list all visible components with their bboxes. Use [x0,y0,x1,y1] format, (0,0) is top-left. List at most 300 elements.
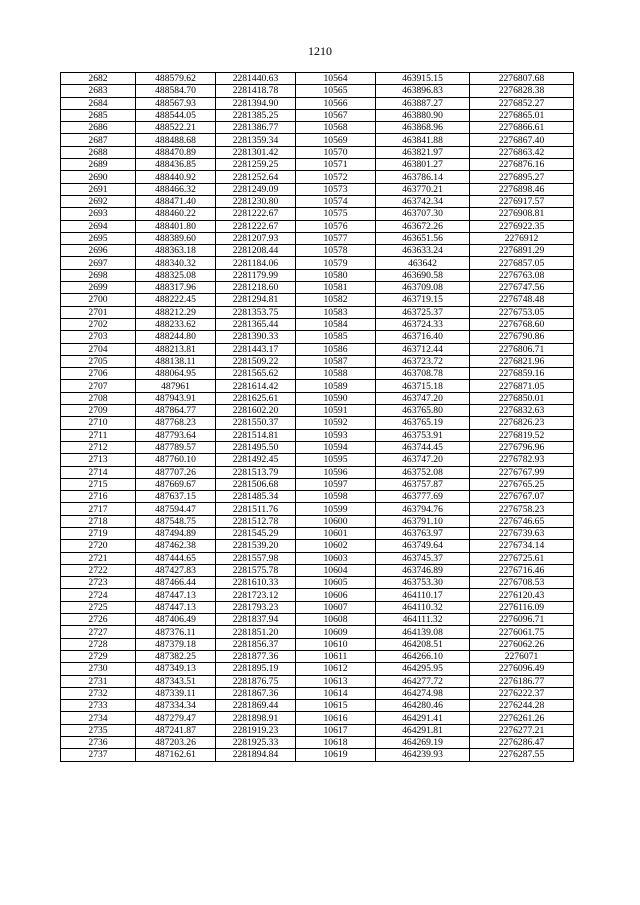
point-number-left-cell: 2713 [61,454,136,466]
y-coordinate-right-cell: 2276747.56 [470,282,574,294]
table-row [61,122,574,134]
y-coordinate-right-cell: 2276865.01 [470,109,574,121]
x-coordinate-right-cell: 463715.18 [376,380,470,392]
x-coordinate-right-cell: 463868.96 [376,122,470,134]
table-row [61,97,574,109]
point-number-left-cell: 2691 [61,183,136,195]
point-number-left-cell: 2730 [61,663,136,675]
point-number-right-cell: 10605 [296,577,376,589]
y-coordinate-right-cell: 2276908.81 [470,208,574,220]
point-number-right-cell: 10581 [296,282,376,294]
y-coordinate-right-cell: 2276917.57 [470,195,574,207]
point-number-left-cell: 2720 [61,540,136,552]
x-coordinate-left-cell: 487793.64 [136,429,216,441]
x-coordinate-left-cell: 488363.18 [136,245,216,257]
y-coordinate-right-cell: 2276765.25 [470,478,574,490]
point-number-right-cell: 10608 [296,614,376,626]
x-coordinate-left-cell: 488233.62 [136,318,216,330]
point-number-right-cell: 10615 [296,700,376,712]
x-coordinate-right-cell: 463753.91 [376,429,470,441]
table-row [61,527,574,539]
x-coordinate-left-cell: 488212.29 [136,306,216,318]
y-coordinate-left-cell: 2281301.42 [216,146,296,158]
x-coordinate-right-cell: 464277.72 [376,675,470,687]
point-number-left-cell: 2686 [61,122,136,134]
point-number-left-cell: 2711 [61,429,136,441]
y-coordinate-right-cell: 2276806.71 [470,343,574,355]
x-coordinate-right-cell: 463765.19 [376,417,470,429]
point-number-left-cell: 2703 [61,331,136,343]
y-coordinate-right-cell: 2276277.21 [470,724,574,736]
x-coordinate-right-cell: 463752.08 [376,466,470,478]
point-number-left-cell: 2699 [61,282,136,294]
point-number-right-cell: 10602 [296,540,376,552]
point-number-right-cell: 10582 [296,294,376,306]
y-coordinate-left-cell: 2281565.62 [216,368,296,380]
y-coordinate-right-cell: 2276186.77 [470,675,574,687]
point-number-right-cell: 10594 [296,441,376,453]
y-coordinate-right-cell: 2276807.68 [470,73,574,85]
point-number-left-cell: 2727 [61,626,136,638]
x-coordinate-left-cell: 488440.92 [136,171,216,183]
y-coordinate-right-cell: 2276876.16 [470,159,574,171]
y-coordinate-left-cell: 2281877.36 [216,650,296,662]
point-number-left-cell: 2715 [61,478,136,490]
x-coordinate-left-cell: 488522.21 [136,122,216,134]
y-coordinate-right-cell: 2276244.28 [470,700,574,712]
table-row [61,589,574,601]
x-coordinate-right-cell: 463757.87 [376,478,470,490]
point-number-right-cell: 10579 [296,257,376,269]
point-number-right-cell: 10570 [296,146,376,158]
table-row [61,626,574,638]
point-number-right-cell: 10587 [296,355,376,367]
x-coordinate-right-cell: 463770.21 [376,183,470,195]
point-number-left-cell: 2688 [61,146,136,158]
y-coordinate-left-cell: 2281869.44 [216,700,296,712]
x-coordinate-right-cell: 463651.56 [376,232,470,244]
y-coordinate-left-cell: 2281230.80 [216,195,296,207]
point-number-right-cell: 10618 [296,737,376,749]
x-coordinate-left-cell: 487279.47 [136,712,216,724]
point-number-right-cell: 10600 [296,515,376,527]
table-row [61,195,574,207]
y-coordinate-left-cell: 2281925.33 [216,737,296,749]
y-coordinate-right-cell: 2276071 [470,650,574,662]
table-row [61,441,574,453]
x-coordinate-right-cell: 463708.78 [376,368,470,380]
table-row [61,109,574,121]
x-coordinate-left-cell: 487637.15 [136,491,216,503]
y-coordinate-right-cell: 2276120.43 [470,589,574,601]
table-row [61,552,574,564]
point-number-right-cell: 10572 [296,171,376,183]
point-number-left-cell: 2723 [61,577,136,589]
point-number-left-cell: 2732 [61,687,136,699]
table-row [61,478,574,490]
y-coordinate-left-cell: 2281443.17 [216,343,296,355]
point-number-right-cell: 10593 [296,429,376,441]
y-coordinate-left-cell: 2281509.22 [216,355,296,367]
y-coordinate-right-cell: 2276725.61 [470,552,574,564]
y-coordinate-right-cell: 2276912 [470,232,574,244]
y-coordinate-right-cell: 2276287.55 [470,749,574,761]
y-coordinate-left-cell: 2281252.64 [216,171,296,183]
x-coordinate-left-cell: 487376.11 [136,626,216,638]
point-number-right-cell: 10571 [296,159,376,171]
point-number-left-cell: 2685 [61,109,136,121]
point-number-left-cell: 2687 [61,134,136,146]
y-coordinate-left-cell: 2281222.67 [216,220,296,232]
y-coordinate-left-cell: 2281512.78 [216,515,296,527]
x-coordinate-left-cell: 488488.68 [136,134,216,146]
y-coordinate-right-cell: 2276867.40 [470,134,574,146]
point-number-left-cell: 2692 [61,195,136,207]
table-row [61,368,574,380]
y-coordinate-right-cell: 2276859.16 [470,368,574,380]
y-coordinate-right-cell: 2276857.05 [470,257,574,269]
table-row [61,737,574,749]
y-coordinate-right-cell: 2276116.09 [470,601,574,613]
y-coordinate-left-cell: 2281208.44 [216,245,296,257]
point-number-left-cell: 2737 [61,749,136,761]
y-coordinate-left-cell: 2281575.78 [216,564,296,576]
point-number-left-cell: 2729 [61,650,136,662]
point-number-right-cell: 10612 [296,663,376,675]
y-coordinate-right-cell: 2276891.29 [470,245,574,257]
point-number-right-cell: 10616 [296,712,376,724]
y-coordinate-right-cell: 2276850.01 [470,392,574,404]
y-coordinate-left-cell: 2281837.94 [216,614,296,626]
point-number-right-cell: 10598 [296,491,376,503]
x-coordinate-right-cell: 463749.64 [376,540,470,552]
y-coordinate-right-cell: 2276790.86 [470,331,574,343]
point-number-right-cell: 10565 [296,85,376,97]
table-row [61,454,574,466]
y-coordinate-left-cell: 2281485.34 [216,491,296,503]
x-coordinate-right-cell: 463633.24 [376,245,470,257]
x-coordinate-right-cell: 463915.15 [376,73,470,85]
table-row [61,601,574,613]
point-number-right-cell: 10580 [296,269,376,281]
y-coordinate-right-cell: 2276796.96 [470,441,574,453]
y-coordinate-right-cell: 2276708.53 [470,577,574,589]
x-coordinate-left-cell: 487466.44 [136,577,216,589]
x-coordinate-left-cell: 487379.18 [136,638,216,650]
point-number-left-cell: 2717 [61,503,136,515]
x-coordinate-right-cell: 463690.58 [376,269,470,281]
x-coordinate-right-cell: 464291.41 [376,712,470,724]
x-coordinate-left-cell: 488460.22 [136,208,216,220]
y-coordinate-right-cell: 2276758.23 [470,503,574,515]
x-coordinate-left-cell: 488325.08 [136,269,216,281]
y-coordinate-right-cell: 2276753.05 [470,306,574,318]
y-coordinate-right-cell: 2276821.96 [470,355,574,367]
y-coordinate-left-cell: 2281506.68 [216,478,296,490]
x-coordinate-left-cell: 488138.11 [136,355,216,367]
y-coordinate-right-cell: 2276828.38 [470,85,574,97]
y-coordinate-right-cell: 2276922.35 [470,220,574,232]
x-coordinate-right-cell: 463765.80 [376,405,470,417]
table-row [61,171,574,183]
y-coordinate-right-cell: 2276782.93 [470,454,574,466]
table-row [61,257,574,269]
point-number-right-cell: 10589 [296,380,376,392]
x-coordinate-right-cell: 463747.20 [376,392,470,404]
table-row [61,331,574,343]
point-number-right-cell: 10564 [296,73,376,85]
point-number-right-cell: 10591 [296,405,376,417]
x-coordinate-left-cell: 487864.77 [136,405,216,417]
x-coordinate-right-cell: 464110.17 [376,589,470,601]
point-number-right-cell: 10584 [296,318,376,330]
x-coordinate-left-cell: 488389.60 [136,232,216,244]
x-coordinate-left-cell: 487494.89 [136,527,216,539]
x-coordinate-left-cell: 488401.80 [136,220,216,232]
x-coordinate-left-cell: 487760.10 [136,454,216,466]
x-coordinate-left-cell: 487707.26 [136,466,216,478]
table-row [61,245,574,257]
point-number-right-cell: 10610 [296,638,376,650]
y-coordinate-left-cell: 2281614.42 [216,380,296,392]
y-coordinate-right-cell: 2276062.26 [470,638,574,650]
point-number-right-cell: 10596 [296,466,376,478]
x-coordinate-left-cell: 487406.49 [136,614,216,626]
table-row [61,687,574,699]
point-number-left-cell: 2714 [61,466,136,478]
y-coordinate-right-cell: 2276832.63 [470,405,574,417]
y-coordinate-left-cell: 2281876.75 [216,675,296,687]
y-coordinate-right-cell: 2276096.49 [470,663,574,675]
table-row [61,134,574,146]
point-number-left-cell: 2721 [61,552,136,564]
x-coordinate-left-cell: 488471.40 [136,195,216,207]
x-coordinate-left-cell: 488584.70 [136,85,216,97]
y-coordinate-left-cell: 2281539.20 [216,540,296,552]
y-coordinate-left-cell: 2281723.12 [216,589,296,601]
x-coordinate-right-cell: 464208.51 [376,638,470,650]
table-row [61,73,574,85]
point-number-right-cell: 10586 [296,343,376,355]
y-coordinate-right-cell: 2276222.37 [470,687,574,699]
table-row [61,564,574,576]
point-number-left-cell: 2694 [61,220,136,232]
point-number-left-cell: 2725 [61,601,136,613]
point-number-right-cell: 10578 [296,245,376,257]
x-coordinate-left-cell: 487961 [136,380,216,392]
x-coordinate-right-cell: 463746.89 [376,564,470,576]
x-coordinate-left-cell: 488470.89 [136,146,216,158]
point-number-left-cell: 2689 [61,159,136,171]
coordinates-table [60,72,574,762]
x-coordinate-right-cell: 463747.20 [376,454,470,466]
x-coordinate-left-cell: 487594.47 [136,503,216,515]
point-number-left-cell: 2731 [61,675,136,687]
x-coordinate-right-cell: 463707.30 [376,208,470,220]
x-coordinate-left-cell: 487162.61 [136,749,216,761]
x-coordinate-right-cell: 463794.76 [376,503,470,515]
point-number-left-cell: 2696 [61,245,136,257]
y-coordinate-left-cell: 2281894.84 [216,749,296,761]
point-number-right-cell: 10590 [296,392,376,404]
point-number-right-cell: 10599 [296,503,376,515]
y-coordinate-left-cell: 2281625.61 [216,392,296,404]
table-row [61,503,574,515]
y-coordinate-left-cell: 2281867.36 [216,687,296,699]
point-number-right-cell: 10614 [296,687,376,699]
y-coordinate-left-cell: 2281259.25 [216,159,296,171]
y-coordinate-left-cell: 2281385.25 [216,109,296,121]
table-row [61,491,574,503]
x-coordinate-left-cell: 487768.23 [136,417,216,429]
y-coordinate-left-cell: 2281610.33 [216,577,296,589]
y-coordinate-right-cell: 2276852.27 [470,97,574,109]
x-coordinate-left-cell: 487343.51 [136,675,216,687]
table-row [61,183,574,195]
point-number-right-cell: 10619 [296,749,376,761]
y-coordinate-right-cell: 2276763.08 [470,269,574,281]
table-row [61,724,574,736]
y-coordinate-right-cell: 2276716.46 [470,564,574,576]
x-coordinate-right-cell: 463672.26 [376,220,470,232]
y-coordinate-right-cell: 2276061.75 [470,626,574,638]
x-coordinate-right-cell: 463791.10 [376,515,470,527]
point-number-right-cell: 10617 [296,724,376,736]
y-coordinate-left-cell: 2281895.19 [216,663,296,675]
table-row [61,417,574,429]
point-number-right-cell: 10566 [296,97,376,109]
point-number-right-cell: 10575 [296,208,376,220]
x-coordinate-right-cell: 463716.40 [376,331,470,343]
x-coordinate-left-cell: 488436.85 [136,159,216,171]
y-coordinate-left-cell: 2281222.67 [216,208,296,220]
table-row [61,146,574,158]
x-coordinate-right-cell: 464269.19 [376,737,470,749]
point-number-right-cell: 10604 [296,564,376,576]
point-number-left-cell: 2693 [61,208,136,220]
y-coordinate-right-cell: 2276863.42 [470,146,574,158]
y-coordinate-left-cell: 2281184.06 [216,257,296,269]
y-coordinate-left-cell: 2281495.50 [216,441,296,453]
x-coordinate-left-cell: 487447.13 [136,589,216,601]
y-coordinate-right-cell: 2276895.27 [470,171,574,183]
point-number-right-cell: 10583 [296,306,376,318]
y-coordinate-right-cell: 2276767.99 [470,466,574,478]
x-coordinate-right-cell: 464110.32 [376,601,470,613]
table-row [61,663,574,675]
table-row [61,282,574,294]
x-coordinate-left-cell: 488567.93 [136,97,216,109]
point-number-left-cell: 2690 [61,171,136,183]
page-number: 1210 [308,44,332,58]
table-row [61,220,574,232]
y-coordinate-right-cell: 2276871.05 [470,380,574,392]
point-number-right-cell: 10574 [296,195,376,207]
table-row [61,700,574,712]
point-number-right-cell: 10597 [296,478,376,490]
point-number-right-cell: 10613 [296,675,376,687]
point-number-left-cell: 2700 [61,294,136,306]
y-coordinate-right-cell: 2276819.52 [470,429,574,441]
x-coordinate-left-cell: 487444.65 [136,552,216,564]
point-number-left-cell: 2695 [61,232,136,244]
y-coordinate-right-cell: 2276748.48 [470,294,574,306]
point-number-right-cell: 10585 [296,331,376,343]
table-row [61,675,574,687]
x-coordinate-right-cell: 463744.45 [376,441,470,453]
x-coordinate-left-cell: 487447.13 [136,601,216,613]
table-row [61,712,574,724]
table-row [61,294,574,306]
x-coordinate-left-cell: 488466.32 [136,183,216,195]
y-coordinate-right-cell: 2276898.46 [470,183,574,195]
x-coordinate-right-cell: 463719.15 [376,294,470,306]
y-coordinate-right-cell: 2276746.65 [470,515,574,527]
x-coordinate-right-cell: 463801.27 [376,159,470,171]
x-coordinate-right-cell: 464266.10 [376,650,470,662]
x-coordinate-right-cell: 464291.81 [376,724,470,736]
point-number-right-cell: 10567 [296,109,376,121]
table-row [61,232,574,244]
point-number-right-cell: 10576 [296,220,376,232]
x-coordinate-right-cell: 463753.30 [376,577,470,589]
point-number-left-cell: 2707 [61,380,136,392]
x-coordinate-left-cell: 487382.25 [136,650,216,662]
x-coordinate-right-cell: 463742.34 [376,195,470,207]
x-coordinate-left-cell: 488579.62 [136,73,216,85]
point-number-left-cell: 2708 [61,392,136,404]
table-row [61,614,574,626]
x-coordinate-right-cell: 464139.08 [376,626,470,638]
x-coordinate-right-cell: 463642 [376,257,470,269]
table-row [61,380,574,392]
y-coordinate-left-cell: 2281440.63 [216,73,296,85]
x-coordinate-left-cell: 488222.45 [136,294,216,306]
x-coordinate-right-cell: 463887.27 [376,97,470,109]
x-coordinate-right-cell: 463896.83 [376,85,470,97]
x-coordinate-left-cell: 488244.80 [136,331,216,343]
x-coordinate-right-cell: 463709.08 [376,282,470,294]
x-coordinate-right-cell: 463712.44 [376,343,470,355]
y-coordinate-left-cell: 2281394.90 [216,97,296,109]
y-coordinate-left-cell: 2281359.34 [216,134,296,146]
point-number-left-cell: 2735 [61,724,136,736]
x-coordinate-left-cell: 488340.32 [136,257,216,269]
y-coordinate-left-cell: 2281249.09 [216,183,296,195]
y-coordinate-left-cell: 2281856.37 [216,638,296,650]
table-row [61,638,574,650]
point-number-right-cell: 10611 [296,650,376,662]
point-number-left-cell: 2734 [61,712,136,724]
x-coordinate-left-cell: 487427.83 [136,564,216,576]
y-coordinate-left-cell: 2281218.60 [216,282,296,294]
point-number-left-cell: 2722 [61,564,136,576]
y-coordinate-right-cell: 2276826.23 [470,417,574,429]
table-row [61,429,574,441]
table-row [61,515,574,527]
table-row [61,577,574,589]
x-coordinate-right-cell: 463724.33 [376,318,470,330]
y-coordinate-right-cell: 2276286.47 [470,737,574,749]
point-number-right-cell: 10592 [296,417,376,429]
x-coordinate-left-cell: 488317.96 [136,282,216,294]
y-coordinate-right-cell: 2276768.60 [470,318,574,330]
x-coordinate-right-cell: 463745.37 [376,552,470,564]
table-row [61,343,574,355]
y-coordinate-right-cell: 2276767.07 [470,491,574,503]
point-number-left-cell: 2683 [61,85,136,97]
y-coordinate-left-cell: 2281513.79 [216,466,296,478]
